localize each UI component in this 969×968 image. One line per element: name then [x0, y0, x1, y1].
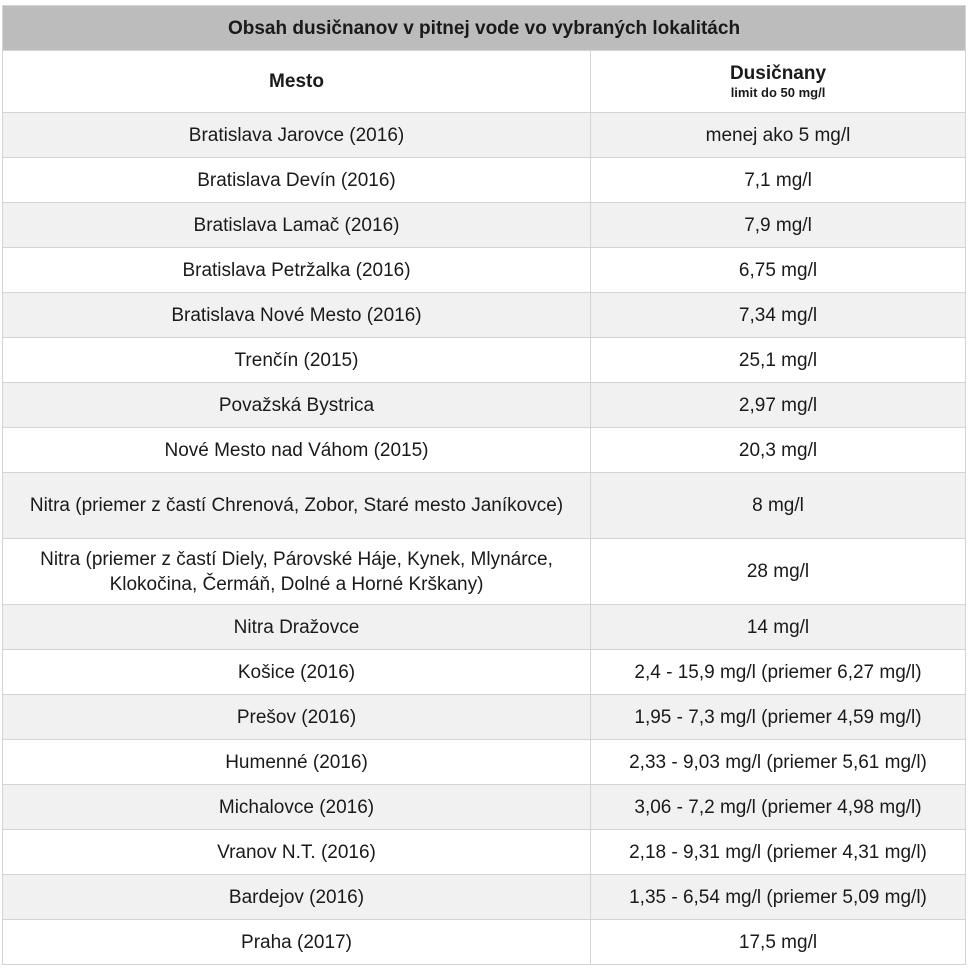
nitrate-value-cell: menej ako 5 mg/l	[591, 113, 966, 158]
city-cell: Michalovce (2016)	[3, 785, 591, 830]
nitrate-value-cell: 14 mg/l	[591, 605, 966, 650]
city-cell: Bratislava Petržalka (2016)	[3, 248, 591, 293]
city-cell: Považská Bystrica	[3, 383, 591, 428]
city-cell: Nitra (priemer z častí Chrenová, Zobor, Staré mesto Janíkovce)	[3, 473, 591, 539]
table-body	[3, 113, 966, 965]
nitrate-value-cell: 2,18 - 9,31 mg/l (priemer 4,31 mg/l)	[591, 830, 966, 875]
nitrate-value-cell: 3,06 - 7,2 mg/l (priemer 4,98 mg/l)	[591, 785, 966, 830]
nitrate-value-cell: 7,1 mg/l	[591, 158, 966, 203]
nitrate-table	[2, 5, 966, 965]
nitrate-value-cell: 2,4 - 15,9 mg/l (priemer 6,27 mg/l)	[591, 650, 966, 695]
table-row	[3, 248, 966, 293]
table-row	[3, 875, 966, 920]
nitrate-value-cell: 1,95 - 7,3 mg/l (priemer 4,59 mg/l)	[591, 695, 966, 740]
table-row	[3, 428, 966, 473]
table-row	[3, 383, 966, 428]
table-row	[3, 158, 966, 203]
city-cell: Bratislava Nové Mesto (2016)	[3, 293, 591, 338]
nitrate-value-cell: 17,5 mg/l	[591, 920, 966, 965]
table-header-row	[3, 51, 966, 113]
city-cell: Košice (2016)	[3, 650, 591, 695]
table-row	[3, 113, 966, 158]
table-row	[3, 650, 966, 695]
city-cell: Praha (2017)	[3, 920, 591, 965]
city-cell: Bratislava Devín (2016)	[3, 158, 591, 203]
city-cell: Nové Mesto nad Váhom (2015)	[3, 428, 591, 473]
table-row	[3, 473, 966, 539]
table-row	[3, 830, 966, 875]
column-header-nitrates	[591, 51, 966, 113]
city-cell: Bardejov (2016)	[3, 875, 591, 920]
nitrate-value-cell: 28 mg/l	[591, 539, 966, 605]
nitrate-value-cell: 2,97 mg/l	[591, 383, 966, 428]
table-row	[3, 539, 966, 605]
city-cell: Trenčín (2015)	[3, 338, 591, 383]
city-cell: Vranov N.T. (2016)	[3, 830, 591, 875]
nitrate-table-container	[2, 5, 965, 965]
city-cell: Nitra Dražovce	[3, 605, 591, 650]
table-row	[3, 920, 966, 965]
table-row	[3, 338, 966, 383]
nitrate-value-cell: 1,35 - 6,54 mg/l (priemer 5,09 mg/l)	[591, 875, 966, 920]
table-title-row	[3, 6, 966, 51]
column-header-nitrates-limit: limit do 50 mg/l	[730, 84, 826, 100]
table-row	[3, 785, 966, 830]
city-cell: Humenné (2016)	[3, 740, 591, 785]
table-row	[3, 203, 966, 248]
nitrate-value-cell: 7,9 mg/l	[591, 203, 966, 248]
city-cell: Bratislava Lamač (2016)	[3, 203, 591, 248]
column-header-city: Mesto	[3, 51, 591, 113]
nitrate-value-cell: 7,34 mg/l	[591, 293, 966, 338]
city-cell: Prešov (2016)	[3, 695, 591, 740]
nitrate-value-cell: 6,75 mg/l	[591, 248, 966, 293]
table-row	[3, 293, 966, 338]
column-header-nitrates-label: Dusičnany	[729, 62, 827, 84]
table-title: Obsah dusičnanov v pitnej vode vo vybraných lokalitách	[3, 6, 966, 51]
table-row	[3, 740, 966, 785]
table-row	[3, 605, 966, 650]
nitrate-value-cell: 2,33 - 9,03 mg/l (priemer 5,61 mg/l)	[591, 740, 966, 785]
table-row	[3, 695, 966, 740]
city-cell: Bratislava Jarovce (2016)	[3, 113, 591, 158]
nitrate-value-cell: 8 mg/l	[591, 473, 966, 539]
nitrate-value-cell: 25,1 mg/l	[591, 338, 966, 383]
nitrate-value-cell: 20,3 mg/l	[591, 428, 966, 473]
city-cell: Nitra (priemer z častí Diely, Párovské Háje, Kynek, Mlynárce, Klokočina, Čermáň, Dolné a Horné Krškany)	[3, 539, 591, 605]
